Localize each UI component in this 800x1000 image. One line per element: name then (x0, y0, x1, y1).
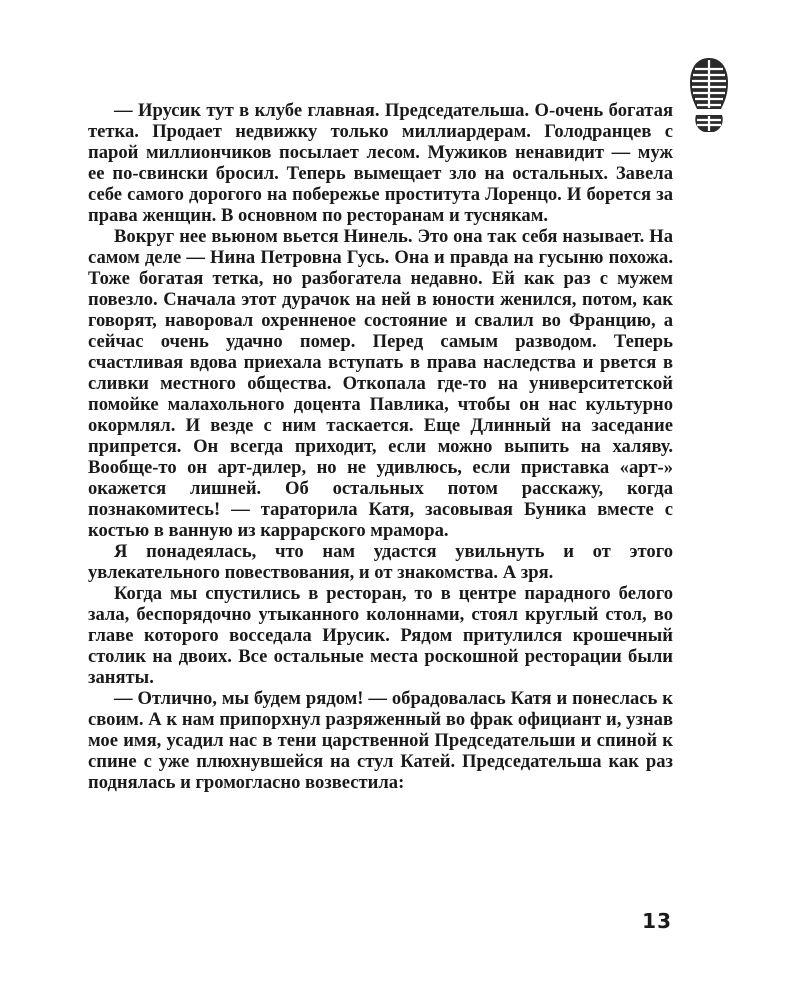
paragraph: Когда мы спустились в ресторан, то в центре парадного белого зала, беспорядочно утыканного колоннами, стоял круглый стол, во главе которого восседала Ирусик. Рядом притулился крошечный столик на двоих. Все остальные места роскошной ресторации были заняты. (88, 583, 673, 688)
body-text (88, 100, 673, 793)
paragraph: — Отлично, мы будем рядом! — обрадовалась Катя и понеслась к своим. А к нам припорхнул разряженный во фрак официант и, узнав мое имя, усадил нас в тени царственной Председательши и спиной к спине с уже плюхнувшейся на стул Катей. Председательша как раз поднялась и громогласно возвестила: (88, 688, 673, 793)
paragraph: — Ирусик тут в клубе главная. Председательша. О-очень богатая тетка. Продает недвижку только миллиардерам. Голодранцев с парой миллиончиков посылает лесом. Мужиков ненавидит — муж ее по-свински бросил. Теперь вымещает зло на остальных. Завела себе самого дорогого на побережье проститута Лоренцо. И борется за права женщин. В основном по ресторанам и туснякам. (88, 100, 673, 226)
page-number: 13 (642, 909, 672, 933)
paragraph: Вокруг нее вьюном вьется Нинель. Это она так себя называет. На самом деле — Нина Петровна Гусь. Она и правда на гусыню похожа. Тоже богатая тетка, но разбогатела недавно. Ей как раз с мужем повезло. Сначала этот дурачок на ней в юности женился, потом, как говорят, наворовал охренненое состояние и свалил во Францию, а сейчас очень удачно помер. Перед самым разводом. Теперь счастливая вдова приехала вступать в права наследства и рвется в сливки местного общества. Откопала где-то на университетской помойке малахольного доцента Павлика, чтобы он нас культурно окормлял. И везде с ним таскается. Еще Длинный на заседание припрется. Он всегда приходит, если можно выпить на халяву. Вообще-то он арт-дилер, но не удивлюсь, если приставка «арт-» окажется лишней. Об остальных потом расскажу, когда познакомитесь! — тараторила Катя, засовывая Буника вместе с костью в ванную из каррарского мрамора. (88, 226, 673, 541)
paragraph: Я понадеялась, что нам удастся увильнуть и от этого увлекательного повествования, и от знакомства. А зря. (88, 541, 673, 583)
shoe-footprint-icon (684, 55, 734, 135)
